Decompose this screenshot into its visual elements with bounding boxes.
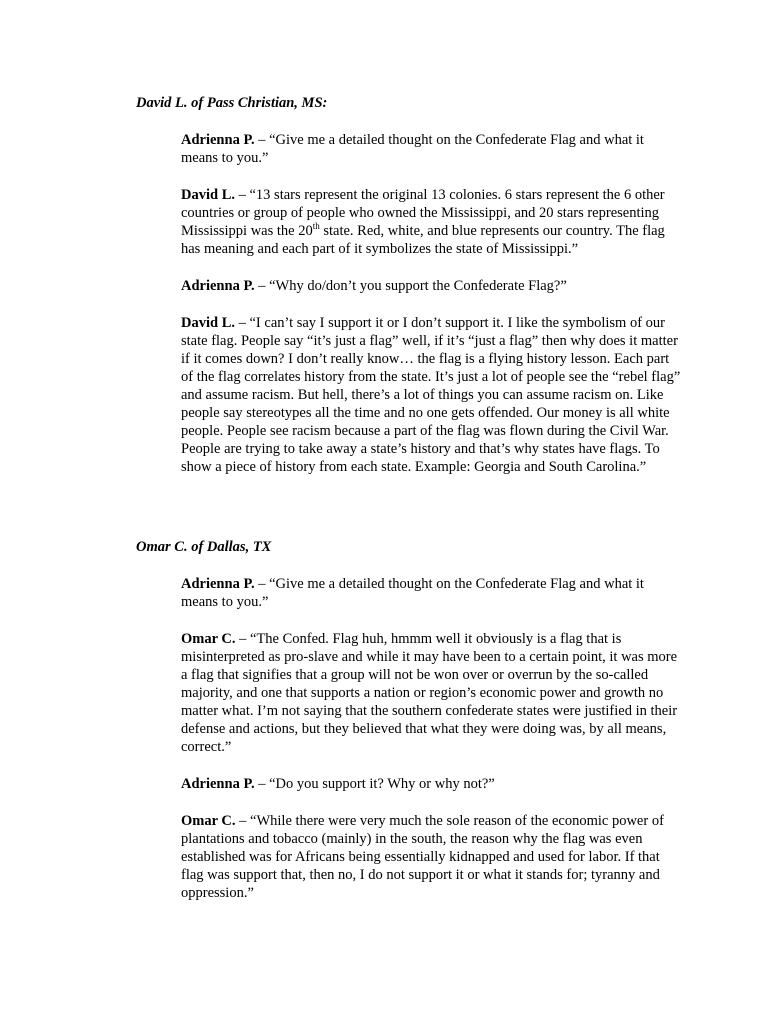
dialogue-text-continued: state. Red, white, and blue represents our country. The flag has meaning and each part of it symbolizes the state of Mississippi.” xyxy=(181,223,665,257)
dialogue-entry xyxy=(181,812,681,902)
speaker-name: Omar C. xyxy=(181,813,236,829)
dialogue-text: “Why do/don’t you support the Confederate Flag?” xyxy=(269,278,567,294)
speaker-dash: – xyxy=(235,187,250,203)
speaker-dash: – xyxy=(254,576,270,592)
speaker-dash: – xyxy=(235,315,250,331)
speaker-name: Adrienna P. xyxy=(181,776,255,792)
dialogue-entry xyxy=(181,775,681,793)
speaker-dash: – xyxy=(254,776,270,792)
speaker-dash: – xyxy=(254,278,270,294)
dialogue-entry xyxy=(181,314,681,476)
ordinal-suffix: th xyxy=(312,221,320,232)
dialogue-text: “Give me a detailed thought on the Confederate Flag and what it means to you.” xyxy=(181,576,644,610)
dialogue-text: “I can’t say I support it or I don’t support it. I like the symbolism of our state flag. People say “it’s just a flag” well, if it’s “just a flag” then why does it matter if it comes down? I don’t really know… the flag is a flying history lesson. Each part of the flag correlates history from the state. It’s just a lot of people see the “rebel flag” and assume racism. But hell, there’s a lot of things you can assume racism on. Like people say stereotypes all the time and no one gets offended. Our money is all white people. People see racism because a part of the flag was flown during the Civil War. People are trying to take away a state’s history and that’s why states have flags. To show a piece of history from each state. Example: Georgia and South Carolina.” xyxy=(181,315,681,475)
dialogue-text: “Do you support it? Why or why not?” xyxy=(269,776,495,792)
speaker-dash: – xyxy=(235,813,251,829)
dialogue-entry xyxy=(181,575,681,611)
dialogue-text: “Give me a detailed thought on the Confederate Flag and what it means to you.” xyxy=(181,132,644,166)
section-heading: David L. of Pass Christian, MS: xyxy=(136,95,328,111)
speaker-name: Omar C. xyxy=(181,631,236,647)
speaker-dash: – xyxy=(254,132,270,148)
speaker-name: Adrienna P. xyxy=(181,278,255,294)
speaker-name: David L. xyxy=(181,315,235,331)
dialogue-text: “The Confed. Flag huh, hmmm well it obviously is a flag that is misinterpreted as pro-slave and while it may have been to a certain point, it was more a flag that signifies that a group will not be won over or overrun by the so-called majority, and one that supports a nation or region’s economic power and growth no matter what. I’m not saying that the southern confederate states were justified in their defense and actions, but they believed that what they were doing was, by all means, correct.” xyxy=(181,631,678,755)
dialogue-text: “While there were very much the sole reason of the economic power of plantations and tobacco (mainly) in the south, the reason why the flag was even established was for Africans being essentially kidnapped and used for labor. If that flag was support that, then no, I do not support it or what it stands for; tyranny and oppression.” xyxy=(181,813,664,901)
interview-section-david xyxy=(136,94,696,495)
speaker-dash: – xyxy=(235,631,251,647)
dialogue-entry xyxy=(181,630,681,756)
dialogue-entry xyxy=(181,186,681,258)
dialogue-entry xyxy=(181,131,681,167)
dialogue-text: “13 stars represent the original 13 colonies. 6 stars represent the 6 other countries or group of people who owned the Mississippi, and 20 stars representing Mississippi was the 20 xyxy=(181,187,665,239)
speaker-name: Adrienna P. xyxy=(181,132,255,148)
dialogue-entry xyxy=(181,277,681,295)
section-heading: Omar C. of Dallas, TX xyxy=(136,539,272,555)
interview-section-omar xyxy=(136,538,696,921)
speaker-name: David L. xyxy=(181,187,235,203)
speaker-name: Adrienna P. xyxy=(181,576,255,592)
